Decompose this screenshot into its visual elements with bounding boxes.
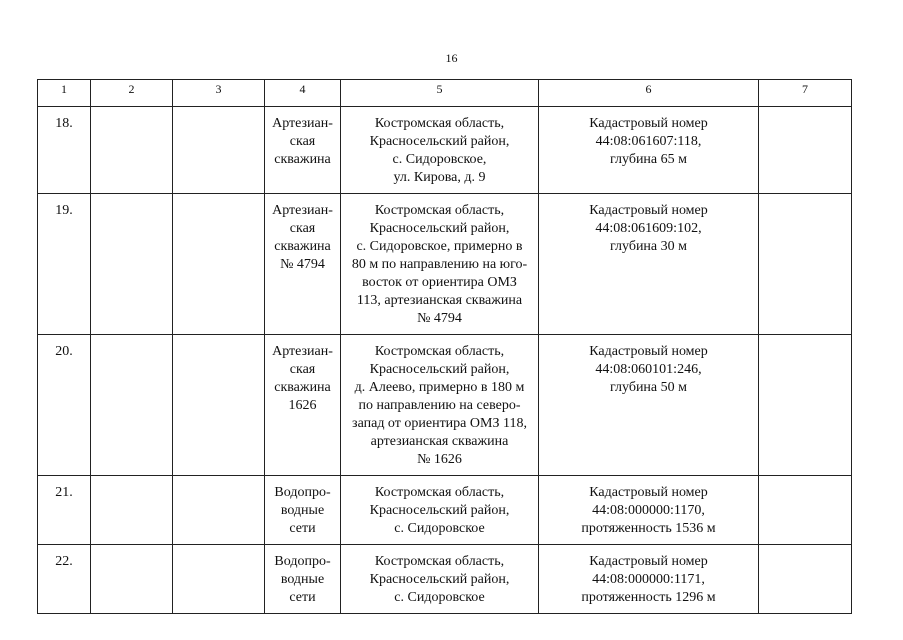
address-cell — [341, 107, 539, 194]
address-cell-line: Костромская область, — [374, 116, 505, 131]
details-cell-line: 44:08:061609:102, — [595, 221, 702, 236]
column-header: 1 — [38, 80, 91, 107]
object-type-cell-line: скважина — [274, 380, 331, 395]
details-cell-line: 44:08:000000:1171, — [592, 572, 705, 587]
details-cell-line: глубина 30 м — [609, 239, 687, 254]
object-type-cell-line: ская — [289, 221, 316, 236]
column-header: 3 — [173, 80, 265, 107]
table-row — [38, 194, 852, 335]
object-type-cell-line: сети — [289, 521, 316, 536]
table-row — [38, 107, 852, 194]
column-2-cell — [91, 335, 173, 476]
table-row — [38, 335, 852, 476]
address-cell-line: с. Сидоровское, — [392, 152, 487, 167]
address-cell-line: Красносельский район, — [369, 134, 510, 149]
column-2-cell — [91, 107, 173, 194]
details-cell — [539, 476, 759, 545]
column-3-cell — [173, 194, 265, 335]
address-cell — [341, 476, 539, 545]
registry-table — [37, 79, 852, 614]
address-cell-line: Костромская область, — [374, 485, 505, 500]
column-7-cell — [759, 194, 852, 335]
column-7-cell — [759, 545, 852, 614]
row-number: 19. — [38, 194, 91, 335]
object-type-cell-line: 1626 — [288, 398, 317, 413]
object-type-cell-line: Водопро- — [274, 554, 331, 569]
address-cell-line: 80 м по направлению на юго- — [351, 257, 528, 272]
details-cell-line: Кадастровый номер — [589, 344, 708, 359]
column-3-cell — [173, 476, 265, 545]
address-cell-line: 113, артезианская скважина — [356, 293, 523, 308]
column-header: 5 — [341, 80, 539, 107]
column-header: 7 — [759, 80, 852, 107]
column-7-cell — [759, 107, 852, 194]
address-cell-line: Красносельский район, — [369, 503, 510, 518]
address-cell — [341, 545, 539, 614]
address-cell — [341, 194, 539, 335]
column-header-row — [38, 80, 852, 107]
details-cell-line: 44:08:061607:118, — [595, 134, 702, 149]
object-type-cell — [265, 194, 341, 335]
column-7-cell — [759, 476, 852, 545]
address-cell-line: восток от ориентира ОМЗ — [362, 275, 517, 290]
column-2-cell — [91, 476, 173, 545]
column-3-cell — [173, 545, 265, 614]
object-type-cell-line: ская — [289, 134, 316, 149]
object-type-cell-line: Артезиан- — [272, 344, 333, 359]
object-type-cell-line: № 4794 — [280, 257, 325, 272]
column-header: 4 — [265, 80, 341, 107]
address-cell-line: № 1626 — [417, 452, 462, 467]
address-cell-line: ул. Кирова, д. 9 — [393, 170, 486, 185]
object-type-cell — [265, 335, 341, 476]
object-type-cell-line: водные — [280, 503, 325, 518]
details-cell-line: Кадастровый номер — [589, 116, 708, 131]
object-type-cell-line: водные — [280, 572, 325, 587]
object-type-cell — [265, 107, 341, 194]
address-cell-line: запад от ориентира ОМЗ 118, — [352, 416, 527, 431]
object-type-cell-line: Артезиан- — [272, 116, 333, 131]
address-cell-line: артезианская скважина — [370, 434, 509, 449]
object-type-cell-line: ская — [289, 362, 316, 377]
column-2-cell — [91, 545, 173, 614]
details-cell-line: 44:08:000000:1170, — [592, 503, 705, 518]
column-3-cell — [173, 107, 265, 194]
address-cell-line: по направлению на северо- — [358, 398, 521, 413]
address-cell-line: с. Сидоровское — [394, 590, 485, 605]
address-cell-line: с. Сидоровское — [394, 521, 485, 536]
column-header: 6 — [539, 80, 759, 107]
row-number: 20. — [38, 335, 91, 476]
address-cell-line: Красносельский район, — [369, 221, 510, 236]
address-cell-line: Костромская область, — [374, 554, 505, 569]
details-cell — [539, 545, 759, 614]
details-cell-line: Кадастровый номер — [589, 554, 708, 569]
table-row — [38, 545, 852, 614]
details-cell-line: глубина 65 м — [609, 152, 687, 167]
details-cell-line: Кадастровый номер — [589, 485, 708, 500]
details-cell-line: 44:08:060101:246, — [595, 362, 702, 377]
table-row — [38, 476, 852, 545]
details-cell — [539, 194, 759, 335]
address-cell-line: Костромская область, — [374, 203, 505, 218]
address-cell-line: Красносельский район, — [369, 572, 510, 587]
column-2-cell — [91, 194, 173, 335]
details-cell — [539, 107, 759, 194]
address-cell-line: № 4794 — [417, 311, 462, 326]
table-body — [38, 80, 852, 614]
address-cell-line: с. Сидоровское, примерно в — [356, 239, 523, 254]
object-type-cell-line: Водопро- — [274, 485, 331, 500]
address-cell — [341, 335, 539, 476]
object-type-cell-line: сети — [289, 590, 316, 605]
object-type-cell-line: скважина — [274, 239, 331, 254]
address-cell-line: Красносельский район, — [369, 362, 510, 377]
column-7-cell — [759, 335, 852, 476]
object-type-cell — [265, 545, 341, 614]
object-type-cell — [265, 476, 341, 545]
object-type-cell-line: скважина — [274, 152, 331, 167]
details-cell — [539, 335, 759, 476]
details-cell-line: протяженность 1536 м — [581, 521, 716, 536]
address-cell-line: Костромская область, — [374, 344, 505, 359]
details-cell-line: глубина 50 м — [609, 380, 687, 395]
page-number: 16 — [445, 51, 458, 65]
details-cell-line: протяженность 1296 м — [581, 590, 716, 605]
column-header: 2 — [91, 80, 173, 107]
row-number: 18. — [38, 107, 91, 194]
object-type-cell-line: Артезиан- — [272, 203, 333, 218]
column-3-cell — [173, 335, 265, 476]
row-number: 22. — [38, 545, 91, 614]
address-cell-line: д. Алеево, примерно в 180 м — [354, 380, 525, 395]
details-cell-line: Кадастровый номер — [589, 203, 708, 218]
row-number: 21. — [38, 476, 91, 545]
